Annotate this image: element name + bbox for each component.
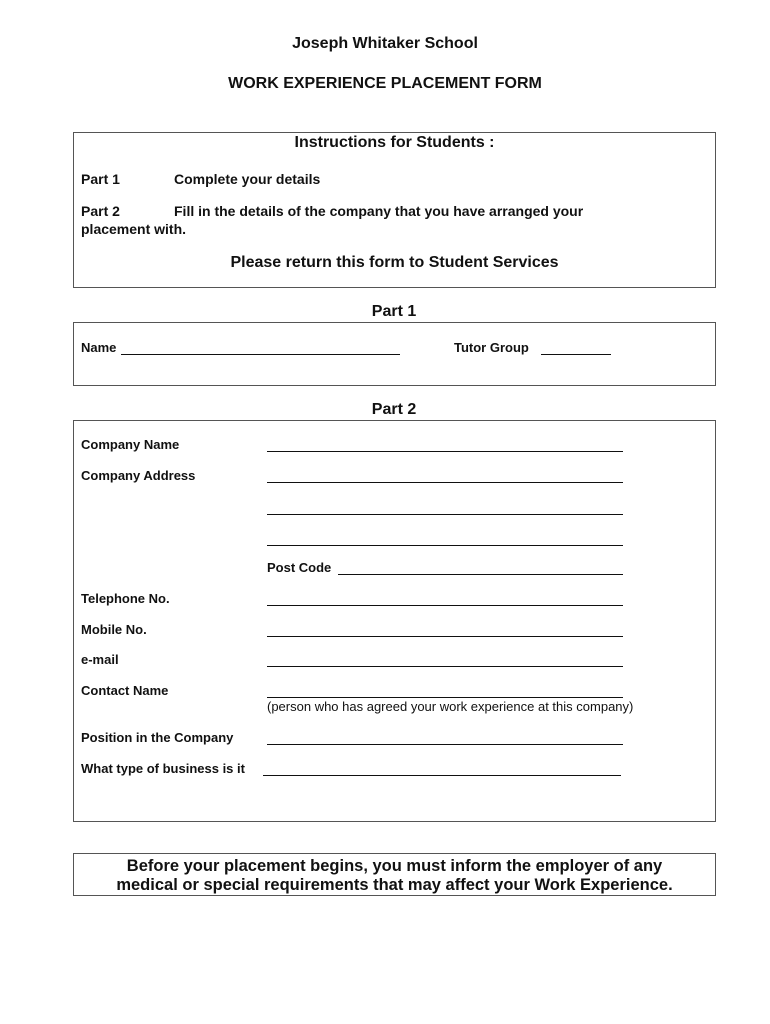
contact-name-note: (person who has agreed your work experience at this company) bbox=[267, 699, 634, 714]
notice-line-1: Before your placement begins, you must inform the employer of any bbox=[126, 857, 663, 875]
post-code-field[interactable] bbox=[338, 574, 623, 575]
position-label: Position in the Company bbox=[81, 730, 234, 745]
company-address-label: Company Address bbox=[81, 468, 196, 483]
business-type-field[interactable] bbox=[263, 775, 621, 776]
company-address-field-3[interactable] bbox=[267, 545, 623, 546]
school-name: Joseph Whitaker School bbox=[292, 35, 478, 52]
name-field[interactable] bbox=[121, 354, 400, 355]
contact-name-field[interactable] bbox=[267, 697, 623, 698]
part2-box bbox=[73, 420, 716, 822]
part2-heading: Part 2 bbox=[371, 401, 417, 418]
telephone-label: Telephone No. bbox=[81, 591, 170, 606]
return-note: Please return this form to Student Services bbox=[230, 254, 559, 271]
position-field[interactable] bbox=[267, 744, 623, 745]
part1-instruction: Complete your details bbox=[174, 171, 321, 187]
tutor-group-field[interactable] bbox=[541, 354, 611, 355]
company-name-field[interactable] bbox=[267, 451, 623, 452]
mobile-label: Mobile No. bbox=[81, 622, 147, 637]
tutor-group-label: Tutor Group bbox=[454, 340, 529, 355]
part1-heading: Part 1 bbox=[371, 303, 417, 320]
company-address-field-2[interactable] bbox=[267, 514, 623, 515]
email-field[interactable] bbox=[267, 666, 623, 667]
telephone-field[interactable] bbox=[267, 605, 623, 606]
instructions-box bbox=[73, 132, 716, 288]
instructions-heading: Instructions for Students : bbox=[294, 134, 495, 151]
business-type-label: What type of business is it bbox=[81, 761, 245, 776]
form-title: WORK EXPERIENCE PLACEMENT FORM bbox=[228, 75, 542, 92]
email-label: e-mail bbox=[81, 652, 119, 667]
contact-name-label: Contact Name bbox=[81, 683, 169, 698]
notice-box bbox=[73, 853, 716, 896]
company-name-label: Company Name bbox=[81, 437, 180, 452]
part2-instruction: Fill in the details of the company that you have arranged your bbox=[174, 203, 584, 219]
post-code-label: Post Code bbox=[267, 560, 332, 575]
mobile-field[interactable] bbox=[267, 636, 623, 637]
part1-box bbox=[73, 322, 716, 386]
notice-line-2: medical or special requirements that may affect your Work Experience. bbox=[116, 876, 673, 894]
part2-instruction-cont: placement with. bbox=[81, 221, 187, 237]
name-label: Name bbox=[81, 340, 117, 355]
part1-label: Part 1 bbox=[81, 171, 120, 187]
company-address-field-1[interactable] bbox=[267, 482, 623, 483]
part2-label: Part 2 bbox=[81, 203, 120, 219]
